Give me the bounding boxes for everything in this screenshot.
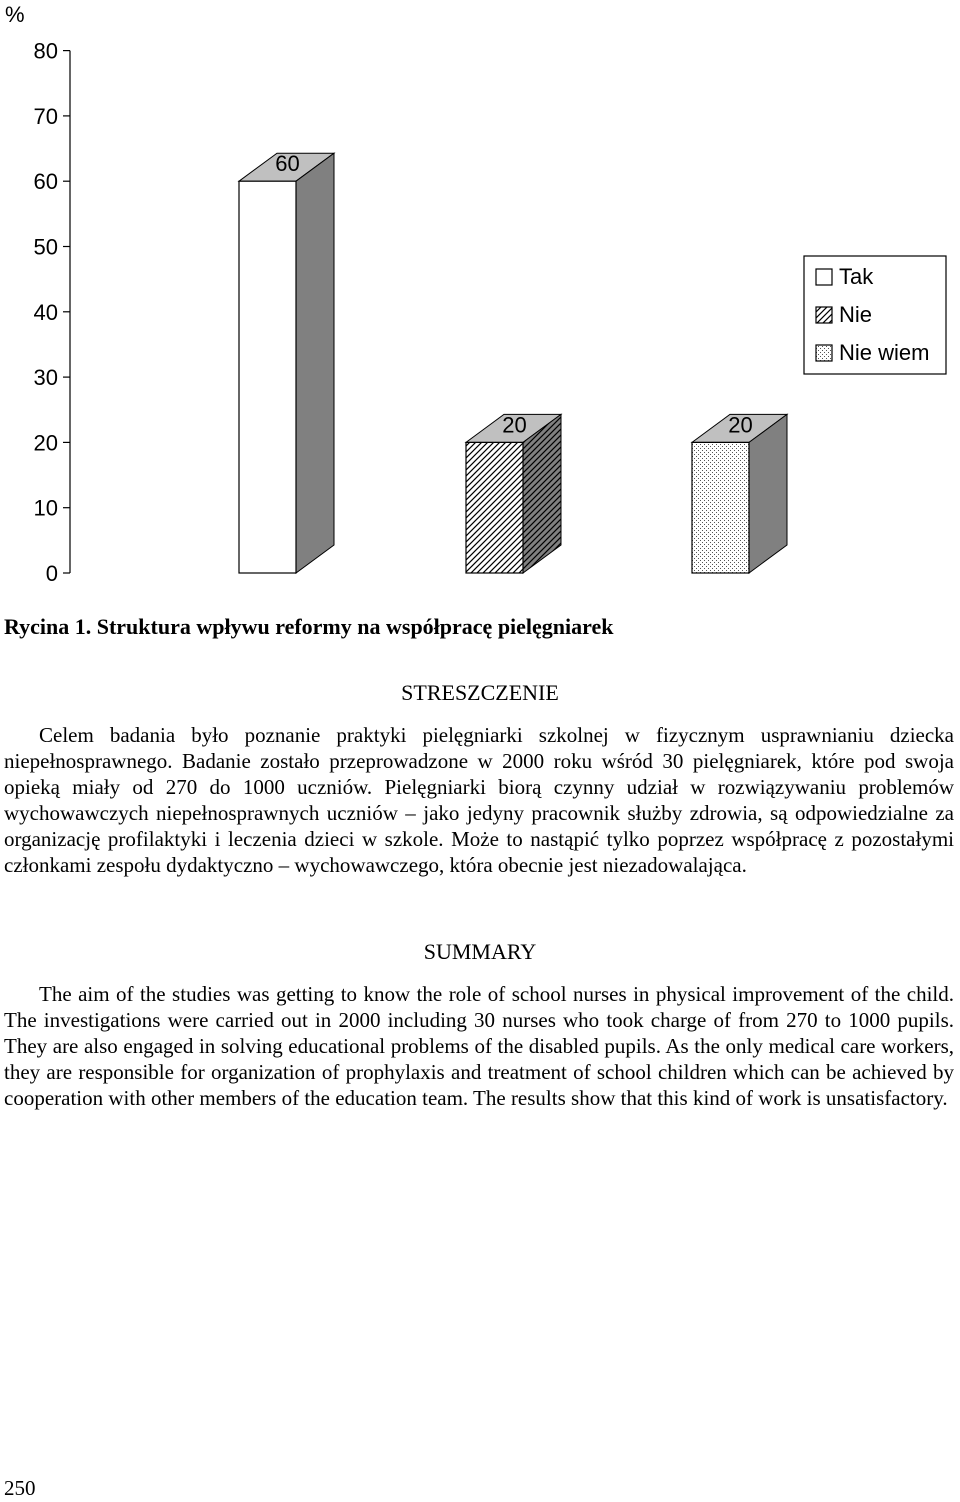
y-tick-label: 30: [33, 365, 58, 391]
legend: [804, 256, 946, 374]
y-tick-label: 10: [33, 495, 58, 521]
figure-caption: Rycina 1. Struktura wpływu reformy na współpracę pielęgniarek: [4, 614, 614, 639]
bar-tak: [239, 151, 334, 573]
streszczenie-heading: STRESZCZENIE: [401, 680, 559, 705]
y-tick-label: 50: [33, 234, 58, 260]
summary-paragraph: The aim of the studies was getting to know the role of school nurses in physical improvement of the child. The investigations were carried out in 2000 including 30 nurses who took charge of from 270 to 1000 pupils. They are also engaged in solving educational problems of the disabled pupils. As the only medical care workers, they are responsible for organization of prophylaxis and treatment of school children which can be achieved by cooperation with other members of the education team. The results show that this kind of work is unsatisfactory.: [4, 982, 954, 1110]
bar-nie: [466, 412, 561, 573]
bar-nie-wiem: [692, 412, 787, 573]
bar-front: [239, 181, 296, 573]
y-axis: [34, 39, 70, 586]
summary-text: [4, 981, 954, 1111]
legend-label: Tak: [839, 264, 874, 289]
bar-data-label: 60: [275, 151, 300, 177]
page-number: 250: [4, 1476, 36, 1500]
bars: [239, 151, 787, 573]
legend-swatch: [816, 307, 832, 323]
y-axis-label: %: [5, 2, 25, 27]
y-tick-label: 0: [45, 561, 58, 586]
bar-front: [692, 442, 749, 573]
bar-side: [523, 414, 561, 573]
bar-side: [296, 153, 334, 573]
streszczenie-text: [4, 722, 954, 878]
legend-label: Nie: [839, 302, 873, 327]
bar-chart: [0, 0, 960, 600]
bar-front: [466, 442, 523, 573]
y-tick-label: 60: [33, 169, 58, 195]
y-tick-label: 40: [33, 299, 58, 325]
legend-swatch: [816, 345, 832, 361]
streszczenie-paragraph: Celem badania było poznanie praktyki pielęgniarki szkolnej w fizycznym usprawnianiu dziecka niepełnosprawnego. Badanie zostało przeprowadzone w 2000 roku wśród 30 pielęgniarek, które pod swoja opieką miały od 270 do 1000 uczniów. Pielęgniarki biorą czynny udział w rozwiązywaniu problemów wychowawczych niepełnosprawnych uczniów – jako jedyny pracownik służby zdrowia, są odpowiedzialne za organizację profilaktyki i leczenia dzieci w szkole. Może to nastąpić tylko poprzez współpracę z pozostałymi członkami zespołu dydaktyczno – wychowawczego, która obecnie jest niezadowalająca.: [4, 723, 954, 877]
legend-label: Nie wiem: [839, 340, 930, 365]
y-tick-label: 20: [33, 430, 58, 456]
summary-heading: SUMMARY: [423, 939, 537, 964]
legend-swatch: [816, 269, 832, 285]
y-tick-label: 80: [33, 38, 58, 64]
bar-side: [749, 414, 787, 573]
bar-data-label: 20: [728, 412, 753, 438]
bar-data-label: 20: [502, 412, 527, 438]
y-tick-label: 70: [33, 103, 58, 129]
